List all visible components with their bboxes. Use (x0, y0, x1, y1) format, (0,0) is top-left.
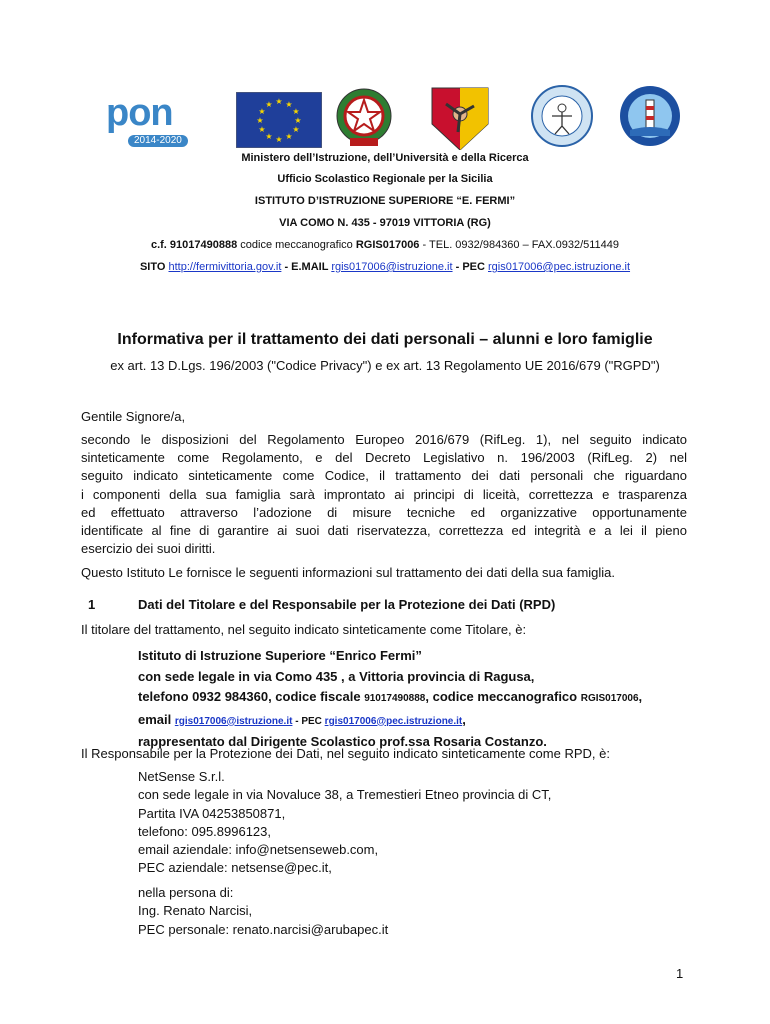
section-number: 1 (88, 597, 96, 612)
pec-link[interactable]: rgis017006@pec.istruzione.it (488, 261, 631, 273)
phone-label: telefono 0932 984360, codice fiscale (138, 689, 365, 704)
titolare-cf: 91017490888 (364, 693, 426, 704)
eu-flag-logo (236, 92, 322, 148)
paragraph-line: sinteticamente come Regolamento, e del Decreto Legislativo n. 196/2003 (RifLeg. 2) nel (81, 450, 687, 466)
person-line: PEC personale: renato.narcisi@arubapec.it (138, 921, 389, 937)
rpd-line: email aziendale: info@netsenseweb.com, (138, 842, 379, 858)
rpd-line: PEC aziendale: netsense@pec.it, (138, 860, 332, 876)
svg-text:★: ★ (285, 132, 293, 141)
phone-fax: - TEL. 0932/984360 – FAX.0932/511449 (419, 239, 620, 251)
paragraph-line: i componenti della sua famiglia sarà improntato ai principi di liceità, correttezza e trasparenza (81, 486, 687, 502)
titolare-seat: con sede legale in via Como 435 , a Vittoria provincia di Ragusa, (138, 668, 535, 684)
svg-text:★: ★ (258, 125, 266, 134)
school-logo-circle (524, 84, 600, 148)
rpd-person (138, 884, 678, 939)
titolare-name: Istituto di Istruzione Superiore “Enrico Fermi” (138, 648, 422, 663)
pon-wordmark: pon (106, 92, 173, 134)
pec-label: - PEC (452, 261, 488, 273)
fiscal-code: c.f. 91017490888 (150, 239, 238, 251)
svg-text:★: ★ (292, 125, 300, 134)
lighthouse-school-logo (612, 84, 688, 148)
section-title: Dati del Titolare e del Responsabile per la Protezione dei Dati (RPD) (138, 597, 556, 612)
titolare-details (138, 646, 698, 753)
site-link[interactable]: http://fermivittoria.gov.it (168, 261, 282, 273)
svg-text:★: ★ (292, 107, 300, 116)
titolare-phone-line (138, 687, 698, 710)
fiscal-info-line (0, 239, 770, 251)
rpd-line: NetSense S.r.l. (138, 769, 225, 784)
titolare-pec-link[interactable]: rgis017006@pec.istruzione.it (324, 715, 463, 727)
pon-logo (106, 92, 202, 146)
paragraph-line: ed effettuato attraverso l’adozione di misure tecniche ed organizzative opportunamente (81, 504, 687, 520)
paragraph-line: identificate al fine di garantire ai suoi dati riservatezza, correttezza ed integrità e a lei il pieno (81, 523, 687, 539)
paragraph-line: seguito indicato sinteticamente come Codice, il trattamento dei dati personali che riguardano (81, 468, 687, 484)
svg-text:★: ★ (256, 116, 264, 125)
paragraph-line: secondo le disposizioni del Regolamento Europeo 2016/679 (RifLeg. 1), nel seguito indicato (81, 432, 687, 447)
italian-emblem-logo (334, 86, 394, 148)
titolare-represented: rappresentato dal Dirigente Scolastico prof.ssa Rosaria Costanzo. (138, 734, 547, 749)
pec-label: - PEC (292, 715, 325, 727)
pon-years: 2014-2020 (128, 135, 188, 147)
svg-text:★: ★ (275, 97, 283, 106)
comma: , (638, 689, 643, 704)
titolare-email-line (138, 710, 698, 733)
logo-strip (0, 84, 770, 150)
sicily-region-logo (428, 84, 492, 150)
document-subtitle: ex art. 13 D.Lgs. 196/2003 ("Codice Privacy") e ex art. 13 Regolamento UE 2016/679 ("RGPD") (110, 358, 660, 373)
paragraph-line: esercizio dei suoi diritti. (81, 541, 216, 557)
school-address-line: VIA COMO N. 435 - 97019 VITTORIA (RG) (279, 217, 491, 229)
svg-text:★: ★ (265, 132, 273, 141)
comma: , (462, 711, 466, 727)
regional-office-line: Ufficio Scolastico Regionale per la Sicilia (277, 173, 493, 185)
rpd-line: con sede legale in via Novaluce 38, a Tremestieri Etneo provincia di CT, (138, 787, 552, 803)
rpd-intro: Il Responsabile per la Protezione dei Dati, nel seguito indicato sinteticamente come RPD, è: (81, 746, 610, 761)
svg-text:★: ★ (294, 116, 302, 125)
svg-text:★: ★ (285, 100, 293, 109)
mecc-code: RGIS017006 (355, 239, 420, 251)
info-paragraph: Questo Istituto Le fornisce le seguenti informazioni sul trattamento dei dati della sua famiglia. (81, 565, 616, 580)
page-number: 1 (676, 966, 684, 981)
intro-paragraph (81, 431, 687, 558)
email-label: email (138, 711, 175, 727)
svg-text:★: ★ (258, 107, 266, 116)
person-line: Ing. Renato Narcisi, (138, 903, 253, 919)
person-line: nella persona di: (138, 885, 234, 900)
school-name-line: ISTITUTO D’ISTRUZIONE SUPERIORE “E. FERMI” (254, 195, 516, 207)
rpd-line: telefono: 095.8996123, (138, 823, 272, 839)
site-label: SITO (139, 261, 169, 273)
email-link[interactable]: rgis017006@istruzione.it (331, 261, 453, 273)
titolare-intro: Il titolare del trattamento, nel seguito indicato sinteticamente come Titolare, è: (81, 622, 527, 637)
ministry-line: Ministero dell’Istruzione, dell’Università e della Ricerca (241, 152, 529, 164)
svg-text:★: ★ (265, 100, 273, 109)
svg-text:★: ★ (275, 135, 283, 144)
titolare-mecc: RGIS017006 (580, 693, 639, 704)
mecc-label: , codice meccanografico (425, 689, 581, 704)
rpd-line: Partita IVA 04253850871, (138, 805, 286, 821)
contacts-line (0, 261, 770, 273)
greeting: Gentile Signore/a, (81, 409, 186, 424)
document-title: Informativa per il trattamento dei dati personali – alunni e loro famiglie (117, 331, 653, 348)
titolare-email-link[interactable]: rgis017006@istruzione.it (174, 715, 293, 727)
mecc-label: codice meccanografico (237, 239, 356, 251)
email-label: - E.MAIL (281, 261, 332, 273)
rpd-details (138, 768, 678, 878)
